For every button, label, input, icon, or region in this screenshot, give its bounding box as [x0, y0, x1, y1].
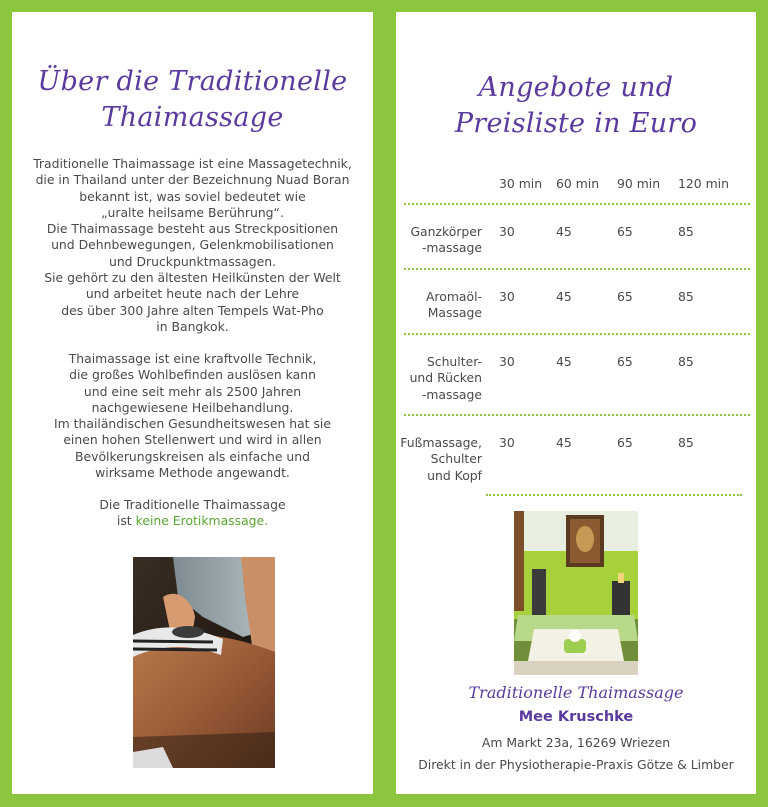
row-divider [404, 203, 750, 205]
right-title [396, 70, 756, 142]
text-line: einen hohen Stellenwert und wird in allen [63, 432, 322, 448]
text-line: Fußmassage, [400, 435, 482, 450]
text-line: Die Traditionelle Thaimassage [99, 497, 286, 512]
price-cell: 30 [499, 354, 515, 369]
price-cell: 45 [556, 289, 572, 304]
text-line: und arbeitet heute nach der Lehre [85, 286, 300, 302]
service-name [396, 224, 482, 257]
row-divider [404, 414, 750, 416]
price-cell: 65 [617, 224, 633, 239]
text-line: Aromaöl- [425, 289, 482, 304]
left-panel [12, 12, 373, 794]
massage-photo [133, 557, 275, 768]
duration-header: 60 min [556, 176, 600, 191]
highlight-text: keine Erotikmassage. [135, 513, 269, 529]
text-line: „uralte heilsame Berührung“. [101, 204, 284, 220]
price-cell: 85 [678, 224, 694, 239]
text-line: -massage [421, 240, 482, 256]
row-divider [486, 494, 742, 496]
technique-paragraph [26, 351, 359, 481]
right-panel [396, 12, 756, 794]
text-line: in Bangkok. [156, 318, 229, 334]
text-line: Bevölkerungskreisen als einfache und [75, 448, 310, 464]
price-cell: 65 [617, 289, 633, 304]
price-cell: 85 [678, 354, 694, 369]
text-line: Thaimassage ist eine kraftvolle Technik, [68, 351, 317, 366]
left-title-line1: Über die Traditionelle [37, 66, 348, 97]
text-line: Sie gehört zu den ältesten Heilkünsten der Welt [44, 270, 341, 286]
text-line: -massage [421, 386, 482, 402]
massage-photo-illustration [133, 557, 275, 768]
price-cell: 30 [499, 224, 515, 239]
text-prefix: ist [116, 513, 136, 529]
service-name [396, 435, 482, 484]
disclaimer-paragraph [26, 497, 359, 530]
price-cell: 65 [617, 435, 633, 450]
text-line: und Kopf [427, 467, 482, 483]
row-divider [404, 268, 750, 270]
text-line: nachgewiesene Heilbehandlung. [91, 399, 294, 415]
treatment-room-illustration [514, 511, 638, 675]
text-line: und Druckpunktmassagen. [108, 253, 277, 269]
price-cell: 45 [556, 224, 572, 239]
right-title-line2: Preisliste in Euro [454, 108, 698, 139]
duration-header: 90 min [617, 176, 661, 191]
left-title [12, 64, 373, 136]
text-line: bekannt ist, was soviel bedeutet wie [79, 188, 306, 204]
intro-paragraph [26, 156, 359, 335]
text-line: Ganzkörper [410, 224, 482, 239]
owner-name: Mee Kruschke [518, 709, 634, 725]
address: Am Markt 23a, 16269 Wriezen [481, 735, 671, 750]
text-line: Traditionelle Thaimassage ist eine Massagetechnik, [33, 156, 352, 171]
duration-header: 30 min [499, 176, 543, 191]
service-name [396, 289, 482, 322]
text-line: die großes Wohlbefinden auslösen kann [69, 367, 316, 383]
text-line: Massage [427, 305, 482, 321]
price-cell: 85 [678, 435, 694, 450]
text-line: des über 300 Jahre alten Tempels Wat-Pho [61, 302, 324, 318]
text-line: und eine seit mehr als 2500 Jahren [83, 383, 302, 399]
price-cell: 65 [617, 354, 633, 369]
text-line [26, 513, 359, 529]
text-line: die in Thailand unter der Bezeichnung Nuad Boran [35, 172, 350, 188]
footer-brand-script: Traditionelle Thaimassage [468, 683, 684, 702]
right-title-line1: Angebote und [478, 72, 674, 103]
text-line: Schulter [430, 451, 482, 467]
treatment-room-photo [514, 511, 638, 675]
service-name [396, 354, 482, 403]
price-cell: 30 [499, 289, 515, 304]
practice-location: Direkt in der Physiotherapie-Praxis Götze & Limber [418, 757, 734, 772]
text-line: Die Thaimassage besteht aus Streckpositionen [46, 221, 339, 237]
price-cell: 85 [678, 289, 694, 304]
text-line: wirksame Methode angewandt. [95, 465, 290, 481]
duration-header: 120 min [678, 176, 729, 191]
row-divider [404, 333, 750, 335]
price-cell: 45 [556, 354, 572, 369]
text-line: Im thailändischen Gesundheitswesen hat sie [53, 416, 332, 432]
left-title-line2: Thaimassage [101, 102, 284, 133]
price-cell: 45 [556, 435, 572, 450]
text-line: und Rücken [409, 370, 482, 386]
price-cell: 30 [499, 435, 515, 450]
text-line: Schulter- [426, 354, 482, 369]
text-line: und Dehnbewegungen, Gelenkmobilisationen [51, 237, 334, 253]
